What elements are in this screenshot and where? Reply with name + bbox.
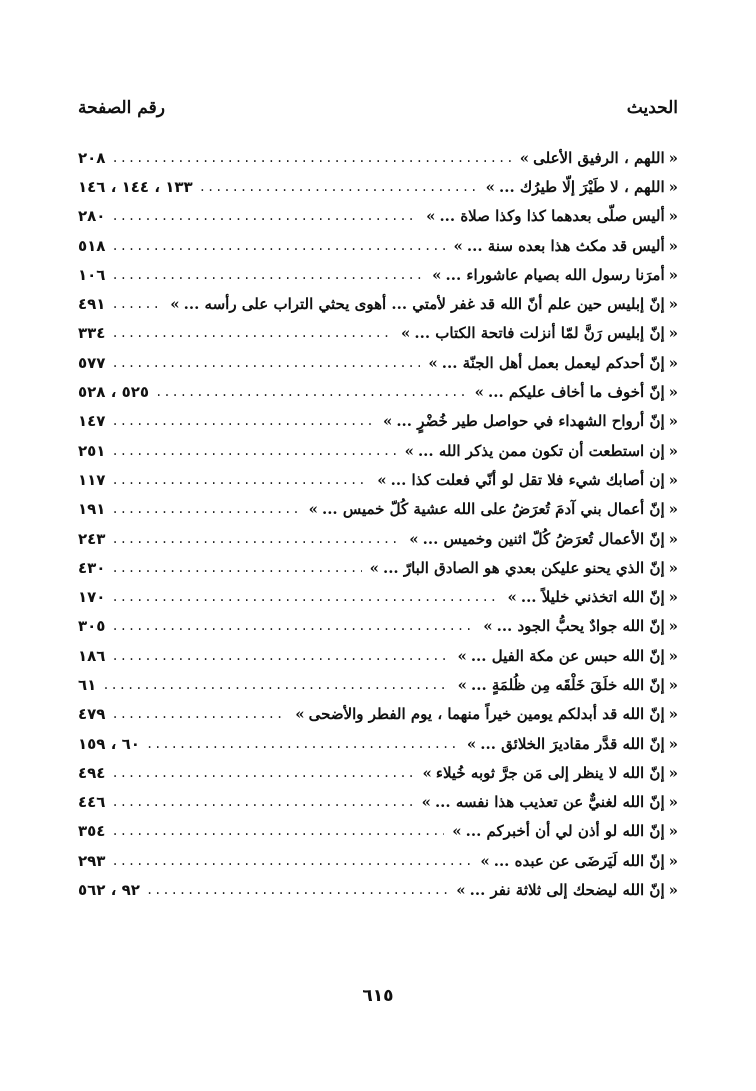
dot-leader <box>111 855 472 867</box>
index-entry <box>78 846 678 875</box>
dot-leader <box>199 181 478 193</box>
page-references: ١٠٦ <box>78 265 106 284</box>
index-entry <box>78 495 678 524</box>
index-entry <box>78 612 678 641</box>
page-references: ٥٢٥ ، ٥٢٨ <box>78 383 150 402</box>
quote-mark-close: » <box>474 383 485 402</box>
dot-leader <box>111 533 401 545</box>
hadith-incipit: أليس صلّى بعدهما كذا وكذا صلاة ... <box>439 207 665 226</box>
index-entry <box>78 231 678 260</box>
quote-mark-close: » <box>369 558 379 577</box>
quote-mark-close: » <box>404 441 414 460</box>
hadith-incipit: أليس قد مكث هذا بعده سنة ... <box>466 236 665 255</box>
dot-leader <box>111 650 449 662</box>
quote-mark-close: » <box>409 529 419 548</box>
index-entry <box>78 289 678 318</box>
quote-mark-close: » <box>377 470 387 489</box>
index-entry <box>78 788 678 817</box>
index-entry <box>78 670 678 699</box>
dot-leader <box>111 357 420 369</box>
index-entry <box>78 172 678 201</box>
quote-mark-close: » <box>428 353 438 372</box>
quote-mark-close: » <box>401 324 411 343</box>
index-entry <box>78 202 678 231</box>
hadith-incipit: أمرَنا رسول الله بصيام عاشوراء ... <box>445 265 665 284</box>
quote-mark-close: » <box>507 588 517 607</box>
hadith-column-heading: الحديث <box>626 98 678 118</box>
page-references: ٥١٨ <box>78 236 106 255</box>
hadith-incipit: إنّ الله قدَّر مقاديرَ الخلائق ... <box>480 734 665 753</box>
page-references: ١٣٣ ، ١٤٤ ، ١٤٦ <box>78 177 193 196</box>
quote-mark-open: « <box>668 646 678 665</box>
page-references: ٤٣٠ <box>78 558 106 577</box>
page-references: ٢٩٣ <box>78 851 106 870</box>
page-number: ٦١٥ <box>362 986 394 1006</box>
dot-leader <box>111 503 300 515</box>
dot-leader <box>111 825 444 837</box>
page-references: ١٤٧ <box>78 412 106 431</box>
quote-mark-open: « <box>668 793 678 812</box>
hadith-incipit: إنّ الله قد أبدلكم يومين خيراً منهما ، يوم الفطر والأضحى <box>308 705 665 724</box>
quote-mark-open: « <box>668 236 678 255</box>
hadith-incipit: إنّ إبليس حين علم أنّ الله قد غفر لأمتي ... أهوى يحثي التراب على رأسه ... <box>183 295 665 314</box>
quote-mark-open: « <box>668 529 678 548</box>
quote-mark-close: » <box>457 675 467 694</box>
quote-mark-open: « <box>668 177 678 196</box>
page-references: ٣٠٥ <box>78 617 106 636</box>
hadith-incipit: إنّ أحدكم ليعمل بعمل أهل الجنّة ... <box>441 353 665 372</box>
dot-leader <box>111 796 413 808</box>
dot-leader <box>111 415 374 427</box>
hadith-incipit: إنّ الذي يحنو عليكن بعدي هو الصادق البارّ ... <box>382 558 665 577</box>
hadith-incipit: إنّ الله جوادٌ يحبُّ الجود ... <box>496 617 665 636</box>
quote-mark-open: « <box>668 148 678 167</box>
page-number-column-heading: رقم الصفحة <box>78 98 165 118</box>
quote-mark-open: « <box>668 383 678 402</box>
page-references: ٦٠ ، ١٥٩ <box>78 734 140 753</box>
index-entry <box>78 143 678 172</box>
hadith-incipit: إنّ الله لغنيٌّ عن تعذيب هذا نفسه ... <box>434 793 665 812</box>
index-entry <box>78 700 678 729</box>
quote-mark-close: » <box>170 295 180 314</box>
dot-leader <box>111 240 445 252</box>
dot-leader <box>111 708 287 720</box>
hadith-incipit: إنّ الله لو أذن لي أن أخبركم ... <box>465 822 665 841</box>
index-entry <box>78 465 678 494</box>
index-entry <box>78 436 678 465</box>
quote-mark-close: » <box>422 763 432 782</box>
quote-mark-open: « <box>668 617 678 636</box>
page-references: ١١٧ <box>78 470 106 489</box>
hadith-incipit: اللهم ، الرفيق الأعلى <box>533 148 665 167</box>
page-references: ٦١ <box>78 675 97 694</box>
hadith-incipit: إنّ الله لا ينظر إلى مَن جرَّ ثوبه خُيلاء <box>435 763 665 782</box>
dot-leader <box>146 738 459 750</box>
quote-mark-close: » <box>453 236 463 255</box>
page-references: ٣٣٤ <box>78 324 106 343</box>
quote-mark-open: « <box>668 207 678 226</box>
index-entry <box>78 260 678 289</box>
index-entry <box>78 729 678 758</box>
quote-mark-open: « <box>668 412 678 431</box>
quote-mark-open: « <box>668 441 678 460</box>
quote-mark-open: « <box>668 558 678 577</box>
page-references: ٤٩١ <box>78 295 106 314</box>
dot-leader <box>111 298 162 310</box>
page-references: ٤٤٦ <box>78 793 106 812</box>
quote-mark-close: » <box>308 500 318 519</box>
page-references: ٩٢ ، ٥٦٢ <box>78 881 140 900</box>
dot-leader <box>111 269 424 281</box>
hadith-incipit: اللهم ، لا طَيْرَ إلّا طيرُك ... <box>499 177 665 196</box>
hadith-incipit: إن أصابك شيء فلا تقل لو أنّي فعلت كذا ... <box>390 470 665 489</box>
quote-mark-open: « <box>668 500 678 519</box>
dot-leader <box>111 562 361 574</box>
hadith-incipit: إنّ أخوف ما أخاف عليكم ... <box>488 383 665 402</box>
dot-leader <box>155 386 467 398</box>
index-entry <box>78 553 678 582</box>
quote-mark-open: « <box>668 822 678 841</box>
quote-mark-open: « <box>668 851 678 870</box>
dot-leader <box>111 767 414 779</box>
quote-mark-open: « <box>668 295 678 314</box>
quote-mark-open: « <box>668 675 678 694</box>
page-references: ٢٨٠ <box>78 207 106 226</box>
dot-leader <box>111 210 418 222</box>
quote-mark-close: » <box>452 822 462 841</box>
index-entry <box>78 641 678 670</box>
dot-leader <box>102 679 449 691</box>
hadith-incipit: إنّ الله اتخذني خليلاً ... <box>520 588 665 607</box>
index-header <box>78 98 678 128</box>
index-entry <box>78 377 678 406</box>
index-entry <box>78 582 678 611</box>
quote-mark-close: » <box>457 646 467 665</box>
quote-mark-close: » <box>485 177 496 196</box>
quote-mark-open: « <box>668 734 678 753</box>
hadith-incipit: إن استطعت أن تكون ممن يذكر الله ... <box>417 441 665 460</box>
quote-mark-close: » <box>295 705 305 724</box>
hadith-incipit: إنّ أعمال بني آدمَ تُعرَضُ على الله عشية كُلّ خميس ... <box>321 500 665 519</box>
page-references: ٢٤٣ <box>78 529 106 548</box>
quote-mark-close: » <box>480 851 490 870</box>
hadith-incipit: إنّ الله خلَقَ خَلْقَه مِن ظُلمَةٍ ... <box>471 675 665 694</box>
dot-leader <box>146 884 448 896</box>
quote-mark-close: » <box>432 265 442 284</box>
quote-mark-close: » <box>466 734 477 753</box>
quote-mark-close: » <box>421 793 431 812</box>
hadith-incipit: إنّ أرواح الشهداء في حواصل طير خُضْرٍ ... <box>396 412 665 431</box>
page-references: ١٧٠ <box>78 588 106 607</box>
quote-mark-open: « <box>668 265 678 284</box>
page-references: ٥٧٧ <box>78 353 106 372</box>
quote-mark-close: » <box>426 207 436 226</box>
quote-mark-close: » <box>519 148 530 167</box>
quote-mark-close: » <box>483 617 493 636</box>
hadith-incipit: إنّ الله لَيَرضَى عن عبده ... <box>493 851 665 870</box>
dot-leader <box>111 152 511 164</box>
page-references: ٤٧٩ <box>78 705 106 724</box>
hadith-incipit: إنّ الله حبس عن مكة الفيل ... <box>470 646 665 665</box>
index-entry <box>78 758 678 787</box>
quote-mark-open: « <box>668 763 678 782</box>
dot-leader <box>111 591 499 603</box>
quote-mark-close: » <box>382 412 393 431</box>
dot-leader <box>111 327 393 339</box>
hadith-incipit: إنّ إبليس رَنَّ لمّا أنزلت فاتحة الكتاب ... <box>414 324 665 343</box>
index-entry <box>78 348 678 377</box>
quote-mark-open: « <box>668 470 678 489</box>
index-entry <box>78 407 678 436</box>
dot-leader <box>111 620 475 632</box>
quote-mark-open: « <box>668 353 678 372</box>
page-references: ٢٥١ <box>78 441 106 460</box>
dot-leader <box>111 445 396 457</box>
quote-mark-open: « <box>668 324 678 343</box>
hadith-index-list <box>78 143 678 905</box>
hadith-incipit: إنّ الله ليضحك إلى ثلاثة نفر ... <box>469 881 665 900</box>
quote-mark-open: « <box>668 588 678 607</box>
index-entry <box>78 319 678 348</box>
quote-mark-open: « <box>668 881 678 900</box>
page-references: ٤٩٤ <box>78 763 106 782</box>
page-references: ٣٥٤ <box>78 822 106 841</box>
quote-mark-close: » <box>456 881 466 900</box>
index-entry <box>78 524 678 553</box>
hadith-incipit: إنّ الأعمال تُعرَضُ كُلّ اثنين وخميس ... <box>422 529 665 548</box>
page-references: ٢٠٨ <box>78 148 106 167</box>
dot-leader <box>111 474 369 486</box>
page-references: ١٩١ <box>78 500 106 519</box>
quote-mark-open: « <box>668 705 678 724</box>
page-references: ١٨٦ <box>78 646 106 665</box>
index-entry <box>78 875 678 904</box>
index-entry <box>78 817 678 846</box>
